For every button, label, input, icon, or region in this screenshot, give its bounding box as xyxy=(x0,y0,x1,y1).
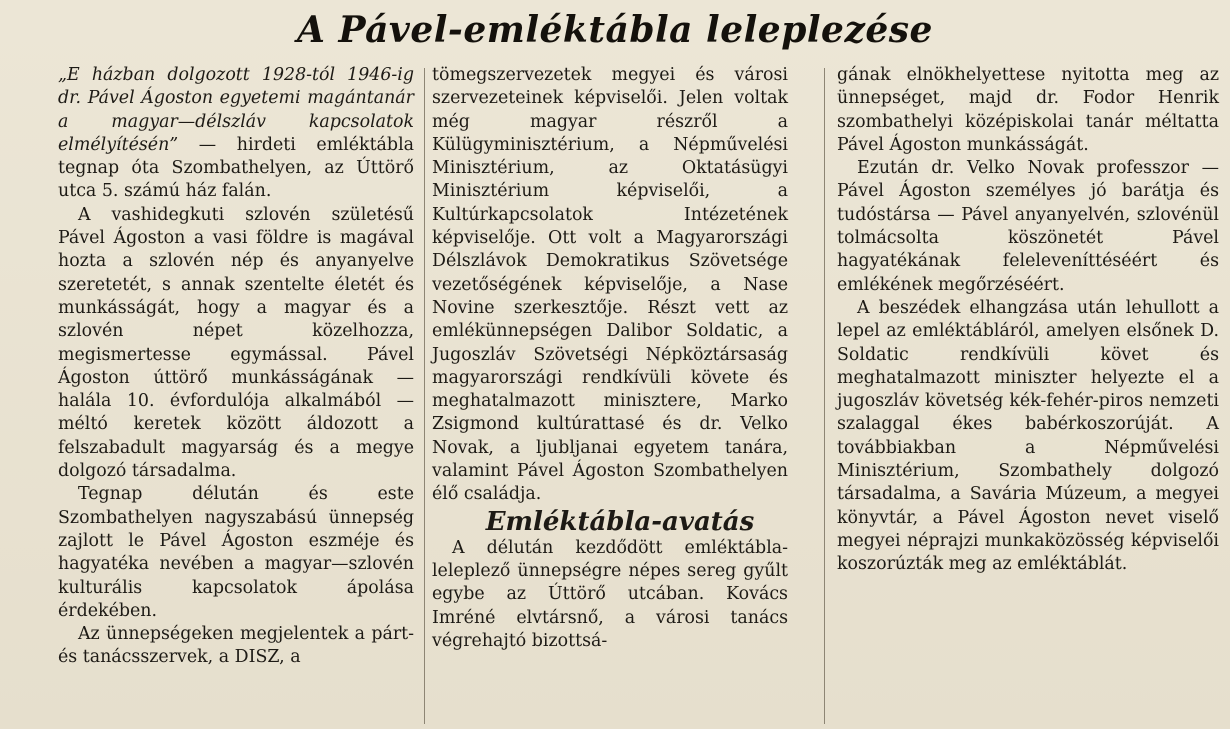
column-divider xyxy=(424,68,425,724)
section-subheading: Emléktábla-avatás xyxy=(485,506,755,537)
article-headline: A Pável-emléktábla leleplezése xyxy=(297,9,933,51)
paragraph: tömegszervezetek megyei és városi szervezeteinek képviselői. Jelen voltak még magyar részről a Külügyminisztérium, a Népművelési Minisztérium, az Oktatásügyi Minisztérium képviselői, a Kultúrkapcsolatok Intézetének képviselője. Ott volt a Magyarországi Délszlávok Demokratikus Szövetsége vezetőségének képviselője, a Nase Novine szerkesztője. Részt vett az emlékünnepségen Dalibor Soldatic, a Jugoszláv Szövetségi Népköztársaság magyarországi rendkívüli követe és meghatalmazott minisztere, Marko Zsigmond kultúrattasé és dr. Velko Novak, a ljubljanai egyetem tanára, valamint Pável Ágoston Szombathelyen élő családja. xyxy=(432,65,788,505)
column-divider xyxy=(824,68,825,724)
paragraph xyxy=(58,64,414,204)
paragraph: gának elnökhelyettese nyitotta meg az ünnepséget, majd dr. Fodor Henrik szombathelyi középiskolai tanár méltatta Pável Ágoston munkásságát. xyxy=(837,65,1219,155)
article-column-3 xyxy=(837,64,1219,577)
paragraph: Ezután dr. Velko Novak professzor — Pável Ágoston személyes jó barátja és tudóstársa — Pável anyanyelvén, szlovénül tolmácsolta köszönetét Pável hagyatékának feleleveníttéséért és emlékének megőrzéséért. xyxy=(837,158,1219,295)
paragraph-text: — hirdeti emléktábla tegnap óta Szombathelyen, az Úttörő utca 5. számú ház falán. xyxy=(58,134,414,202)
article-column-2 xyxy=(432,64,788,653)
paragraph: Az ünnepségeken megjelentek a párt- és tanácsszervek, a DISZ, a xyxy=(58,624,414,668)
paragraph: A délután kezdődött emléktábla-leleplező ünnepségre népes sereg gyűlt egybe az Úttörő utcában. Kovács Imréné elvtársnő, a városi tanács végrehajtó bizottsá- xyxy=(432,537,788,651)
article-column-1 xyxy=(58,64,414,670)
paragraph: A beszédek elhangzása után lehullott a lepel az emléktábláról, amelyen elsőnek D. Soldatic rendkívüli követ és meghatalmazott miniszter helyezte el a jugoszláv követség kék-fehér-piros nemzeti szalaggal ékes babérkoszorúját. A továbbiakban a Népművelési Minisztérium, Szombathely dolgozó társadalma, a Savária Múzeum, a megyei könyvtár, a Pável Ágoston nevet viselő megyei néprajzi munkaközösség képviselői koszorúzták meg az emléktáblát. xyxy=(837,297,1219,575)
paragraph: A vashidegkuti szlovén születésű Pável Ágoston a vasi földre is magával hozta a szlovén nép és anyanyelve szeretetét, s annak szentelte életét és munkásságát, hogy a magyar és a szlovén népet közelhozza, megismertesse egymással. Pável Ágoston úttörő munkásságának — halála 10. évfordulója alkalmából — méltó keretek között áldozott a felszabadult magyarság és a megye dolgozó társadalma. xyxy=(58,204,414,482)
inscription-quote: „E házban dolgozott 1928-tól 1946-ig dr. Pável Ágoston egyetemi magántanár a magyar—délszláv kapcsolatok elmélyítésén” xyxy=(58,65,414,155)
paragraph: Tegnap délután és este Szombathelyen nagyszabású ünnepség zajlott le Pável Ágoston eszméje és hagyatéka nevében a magyar—szlovén kulturális kapcsolatok ápolása érdekében. xyxy=(58,484,414,621)
